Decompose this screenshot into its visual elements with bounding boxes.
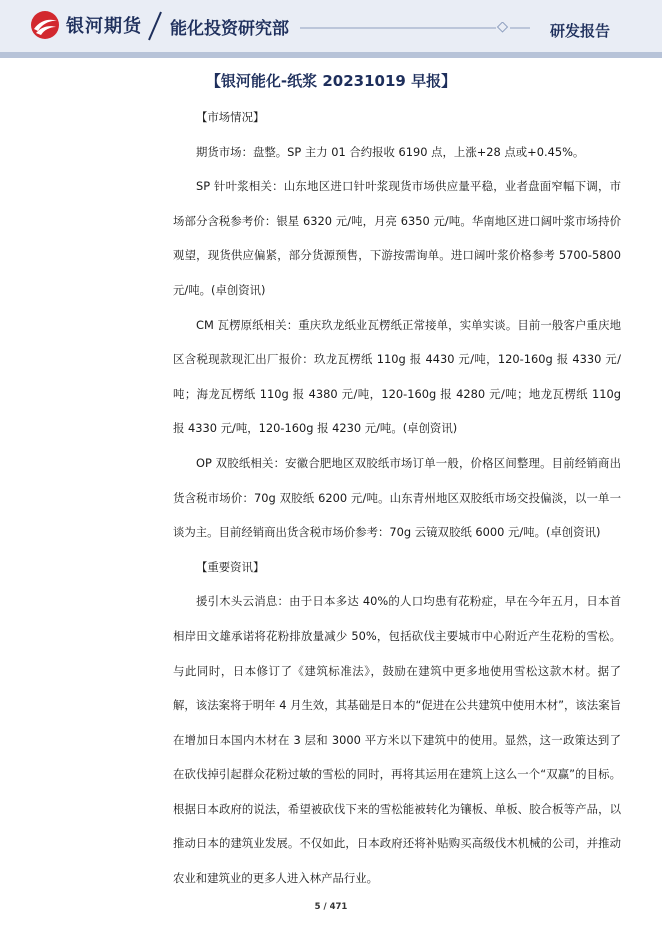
paragraph-futures: 期货市场：盘整。SP 主力 01 合约报收 6190 点，上涨+28 点或+0.45%。 (196, 144, 585, 159)
page-header (0, 0, 662, 52)
report-body (173, 100, 621, 896)
section-heading-news: 【重要资讯】 (196, 559, 265, 574)
department-name: 能化投资研究部 (170, 19, 289, 39)
paragraph-corrugated-paper: CM 瓦楞原纸相关：重庆玖龙纸业瓦楞纸正常接单，实单实谈。目前一般客户重庆地区含税现款现汇出厂报价：玖龙瓦楞纸 110g 报 4430 元/吨，120-160g 报 4330 元/吨；海龙瓦楞纸 110g 报 4380 元/吨，120-160g 报 4280 元/吨；地龙瓦楞纸 110g 报 4330 元/吨，120-160g 报 4230 元/吨。(卓创资讯) (173, 317, 621, 436)
page-number: 5 / 471 (314, 902, 348, 912)
company-name: 银河期货 (66, 16, 142, 37)
header-accent-bar (0, 52, 662, 58)
header-divider-slash (143, 6, 165, 46)
paragraph-softwood-pulp: SP 针叶浆相关：山东地区进口针叶浆现货市场供应量平稳，业者盘面窄幅下调，市场部分含税参考价：银星 6320 元/吨，月亮 6350 元/吨。华南地区进口阔叶浆市场持价观望，现货供应偏紧，部分货源预售，下游按需询单。进口阔叶浆价格参考 5700-5800 元/吨。(卓创资讯) (173, 179, 621, 297)
report-type-label: 研发报告 (550, 22, 611, 40)
section-heading-market: 【市场情况】 (196, 110, 265, 124)
header-decoration-line (300, 22, 530, 34)
paragraph-offset-paper: OP 双胶纸相关：安徽合肥地区双胶纸市场订单一般，价格区间整理。目前经销商出货含税市场价：70g 双胶纸 6200 元/吨。山东青州地区双胶纸市场交投偏淡，以一单一谈为主。目前经销商出货含税市场价参考：70g 云镜双胶纸 6000 元/吨。(卓创资讯) (173, 455, 621, 540)
galaxy-logo-icon (30, 10, 60, 40)
paragraph-news-cedar: 援引木头云消息：由于日本多达 40%的人口均患有花粉症，早在今年五月，日本首相岸田文雄承诺将花粉排放量减少 50%，包括砍伐主要城市中心附近产生花粉的雪松。与此同时，日本修订了《建筑标准法》，鼓励在建筑中更多地使用雪松这款木材。据了解，该法案将于明年 4 月生效，其基础是日本的“促进在公共建筑中使用木材”，该法案旨在增加日本国内木材在 3 层和 3000 平方米以下建筑中的使用。显然，这一政策达到了在砍伐掉引起群众花粉过敏的雪松的同时，再将其运用在建筑上这么一个“双赢”的目标。根据日本政府的说法，希望被砍伐下来的雪松能被转化为镶板、单板、胶合板等产品，以推动日本的建筑业发展。不仅如此，日本政府还将补贴购买高级伐木机械的公司，并推动农业和建筑业的更多人进入林产品行业。 (173, 594, 621, 886)
report-title: 【银河能化-纸浆 20231019 早报】 (205, 72, 457, 90)
